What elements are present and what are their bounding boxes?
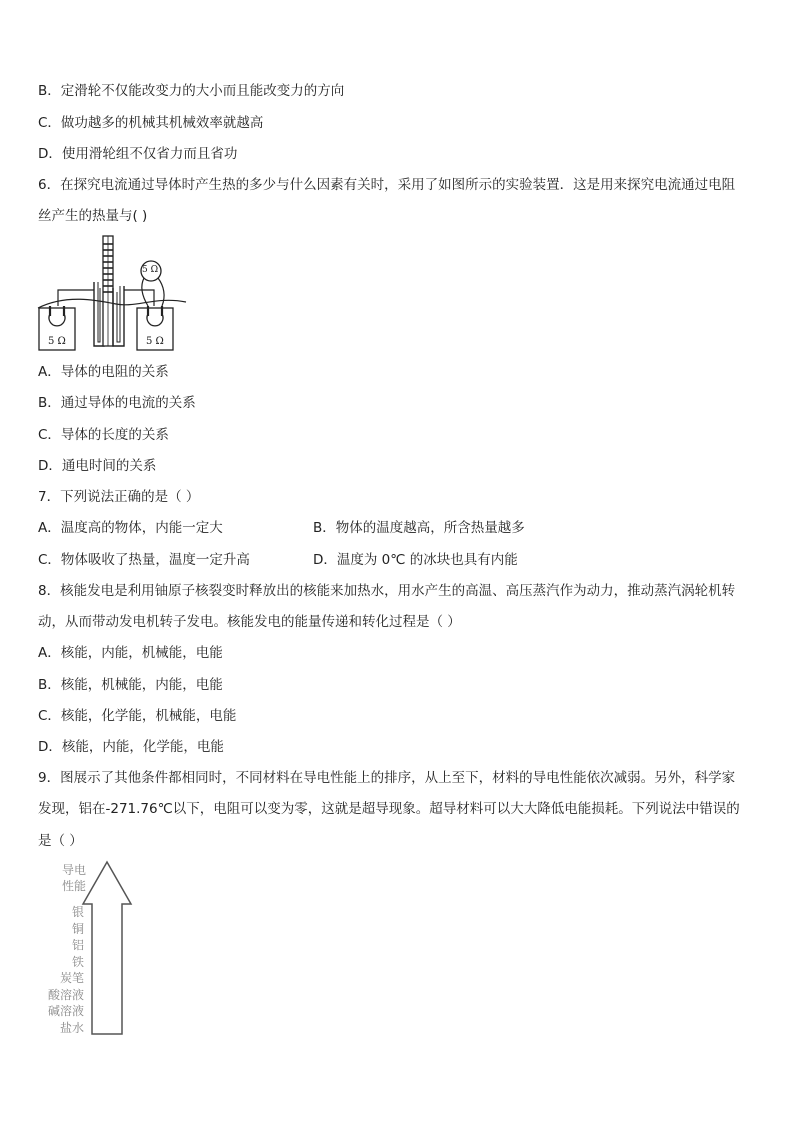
q7-option-a: A．温度高的物体，内能一定大 (38, 520, 223, 536)
q9-stem-line2: 发现，铝在-271.76℃以下，电阻可以变为零，这就是超导现象。超导材料可以大大降低电能损耗。下列说法中错误的 (38, 801, 740, 817)
q8-option-d: D．核能，内能，化学能，电能 (38, 739, 224, 755)
q6-stem-line2: 丝产生的热量与( ) (38, 208, 148, 224)
q8-option-b: B．核能，机械能，内能，电能 (38, 677, 223, 693)
q7-option-b: B．物体的温度越高，所含热量越多 (313, 520, 525, 536)
q5-option-b: B．定滑轮不仅能改变力的大小而且能改变力的方向 (38, 83, 345, 99)
q6-option-b: B．通过导体的电流的关系 (38, 395, 196, 411)
material-item: 酸溶液 (47, 987, 84, 1002)
q8-stem-line1: 8．核能发电是利用铀原子核裂变时释放出的核能来加热水，用水产生的高温、高压蒸汽作为动力，推动蒸汽涡轮机转 (38, 583, 736, 599)
material-item: 银 (71, 905, 84, 919)
q6-option-c: C．导体的长度的关系 (38, 427, 169, 443)
q6-experiment-figure (36, 234, 196, 354)
q6-option-d: D．通电时间的关系 (38, 458, 157, 474)
left-resistor-label: 5 Ω (48, 336, 66, 347)
axis-label-line1: 导电 (61, 863, 86, 877)
q9-conductivity-figure (40, 858, 140, 1040)
material-item: 碱溶液 (47, 1004, 84, 1018)
axis-label-line2: 性能 (61, 879, 86, 893)
q9-stem-line1: 9．图展示了其他条件都相同时，不同材料在导电性能上的排序，从上至下，材料的导电性能依次减弱。另外，科学家 (38, 770, 736, 786)
q5-option-d: D．使用滑轮组不仅省力而且省功 (38, 146, 238, 162)
q6-option-a: A．导体的电阻的关系 (38, 364, 169, 380)
top-resistor-label: 5 Ω (142, 265, 159, 275)
q9-stem-line3: 是（ ） (38, 833, 83, 849)
material-item: 铜 (71, 921, 84, 936)
q5-option-c: C．做功越多的机械其机械效率就越高 (38, 115, 264, 131)
q8-stem-line2: 动，从而带动发电机转子发电。核能发电的能量传递和转化过程是（ ） (38, 614, 461, 630)
material-item: 盐水 (59, 1020, 84, 1035)
material-list (48, 904, 84, 1036)
material-item: 铁 (71, 954, 84, 969)
q7-option-d: D．温度为 0℃ 的冰块也具有内能 (313, 552, 518, 568)
material-item: 铝 (71, 938, 84, 952)
right-resistor-label: 5 Ω (146, 336, 164, 347)
q7-stem: 7．下列说法正确的是（ ） (38, 489, 200, 505)
q8-option-c: C．核能，化学能，机械能，电能 (38, 708, 237, 724)
material-item: 炭笔 (59, 971, 84, 985)
q7-option-c: C．物体吸收了热量，温度一定升高 (38, 552, 250, 568)
q8-option-a: A．核能，内能，机械能，电能 (38, 645, 223, 661)
q6-stem-line1: 6．在探究电流通过导体时产生热的多少与什么因素有关时，采用了如图所示的实验装置．这是用来探究电流通过电阻 (38, 177, 736, 193)
